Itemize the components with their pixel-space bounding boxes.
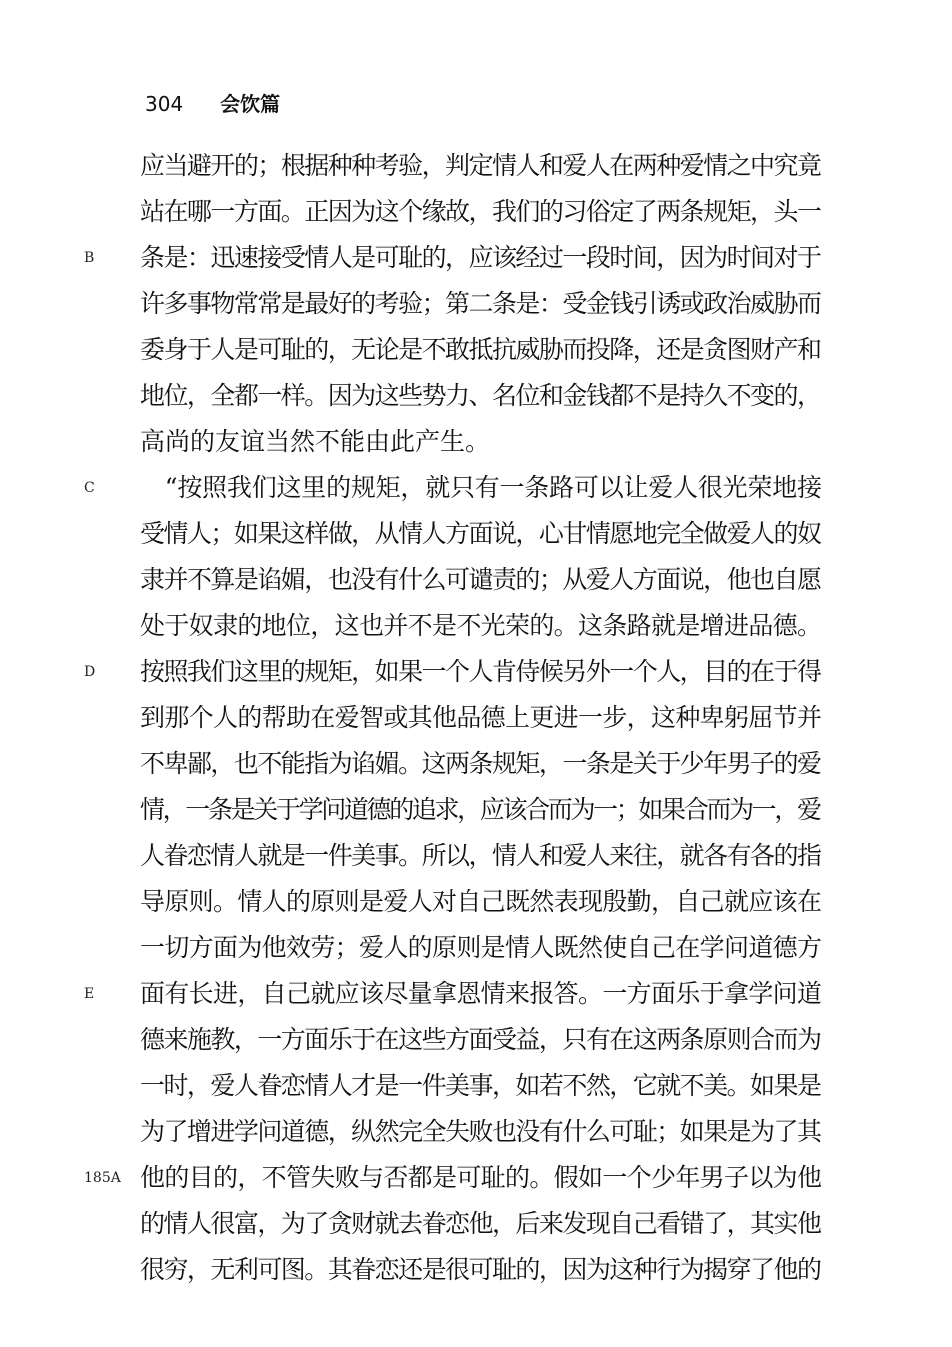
text-line	[140, 419, 822, 465]
line-text: 高尚的友谊当然不能由此产生。	[140, 427, 491, 456]
margin-marker: 185A	[84, 1170, 121, 1186]
text-line	[140, 603, 822, 649]
text-line	[140, 143, 822, 189]
text-line	[140, 1063, 822, 1109]
line-text: 站在哪一方面。正因为这个缘故，我们的习俗定了两条规矩，头一	[140, 197, 821, 226]
line-text: 受情人；如果这样做，从情人方面说，心甘情愿地完全做爱人的奴	[140, 519, 821, 548]
line-text: 按照我们这里的规矩，如果一个人肯侍候另外一个人，目的在于得	[140, 657, 821, 686]
line-text: 他的目的，不管失败与否都是可耻的。假如一个少年男子以为他	[140, 1163, 822, 1192]
text-line	[140, 879, 822, 925]
line-text: 处于奴隶的地位，这也并不是不光荣的。这条路就是增进品德。	[140, 611, 822, 640]
line-text: 德来施教，一方面乐于在这些方面受益，只有在这两条原则合而为	[140, 1025, 821, 1054]
text-line	[140, 1109, 822, 1155]
line-text: 的情人很富，为了贪财就去眷恋他，后来发现自己看错了，其实他	[140, 1209, 821, 1238]
line-text: 不卑鄙，也不能指为谄媚。这两条规矩，一条是关于少年男子的爱	[140, 749, 821, 778]
text-line	[84, 971, 822, 1017]
line-text: “按照我们这里的规矩，就只有一条路可以让爱人很光荣地接	[140, 473, 822, 502]
line-text: 委身于人是可耻的，无论是不敢抵抗威胁而投降，还是贪图财产和	[140, 335, 821, 364]
line-text: 隶并不算是谄媚，也没有什么可谴责的；从爱人方面说，他也自愿	[140, 565, 821, 594]
page-number: 304	[145, 92, 184, 116]
line-text: 为了增进学问道德，纵然完全失败也没有什么可耻；如果是为了其	[140, 1117, 821, 1146]
text-line	[140, 1201, 822, 1247]
line-text: 地位，全都一样。因为这些势力、名位和金钱都不是持久不变的，	[140, 381, 821, 410]
line-text: 情，一条是关于学问道德的追求，应该合而为一；如果合而为一，爱	[140, 795, 820, 824]
text-line	[84, 1155, 822, 1201]
line-text: 面有长进，自己就应该尽量拿恩情来报答。一方面乐于拿学问道	[140, 979, 822, 1008]
text-line	[140, 741, 822, 787]
line-text: 人眷恋情人就是一件美事。所以，情人和爱人来往，就各有各的指	[140, 841, 821, 870]
margin-marker: B	[84, 250, 95, 266]
margin-marker: D	[84, 664, 96, 680]
margin-marker: E	[84, 986, 95, 1002]
text-line	[140, 189, 822, 235]
line-text: 到那个人的帮助在爱智或其他品德上更进一步，这种卑躬屈节并	[140, 703, 822, 732]
margin-marker: C	[84, 480, 95, 496]
text-line	[140, 695, 822, 741]
line-text: 导原则。情人的原则是爱人对自己既然表现殷勤，自己就应该在	[140, 887, 822, 916]
text-line	[140, 281, 822, 327]
line-text: 一切方面为他效劳；爱人的原则是情人既然使自己在学问道德方	[140, 933, 822, 962]
text-line	[140, 1247, 822, 1293]
text-line	[84, 235, 822, 281]
text-line	[140, 557, 822, 603]
line-text: 很穷，无利可图。其眷恋还是很可耻的，因为这种行为揭穿了他的	[140, 1255, 821, 1284]
line-text: 许多事物常常是最好的考验；第二条是：受金钱引诱或政治威胁而	[140, 289, 821, 318]
text-line	[84, 465, 822, 511]
text-line	[140, 925, 822, 971]
line-text: 条是：迅速接受情人是可耻的，应该经过一段时间，因为时间对于	[140, 243, 821, 272]
text-line	[140, 327, 822, 373]
line-text: 应当避开的；根据种种考验，判定情人和爱人在两种爱情之中究竟	[140, 151, 821, 180]
text-line	[140, 787, 822, 833]
text-line	[140, 511, 822, 557]
line-text: 一时，爱人眷恋情人才是一件美事，如若不然，它就不美。如果是	[140, 1071, 821, 1100]
body-text	[84, 143, 822, 1293]
running-title: 会饮篇	[220, 92, 281, 116]
text-line	[140, 1017, 822, 1063]
text-line	[84, 649, 822, 695]
text-line	[140, 833, 822, 879]
page-header	[145, 88, 280, 117]
text-line	[140, 373, 822, 419]
